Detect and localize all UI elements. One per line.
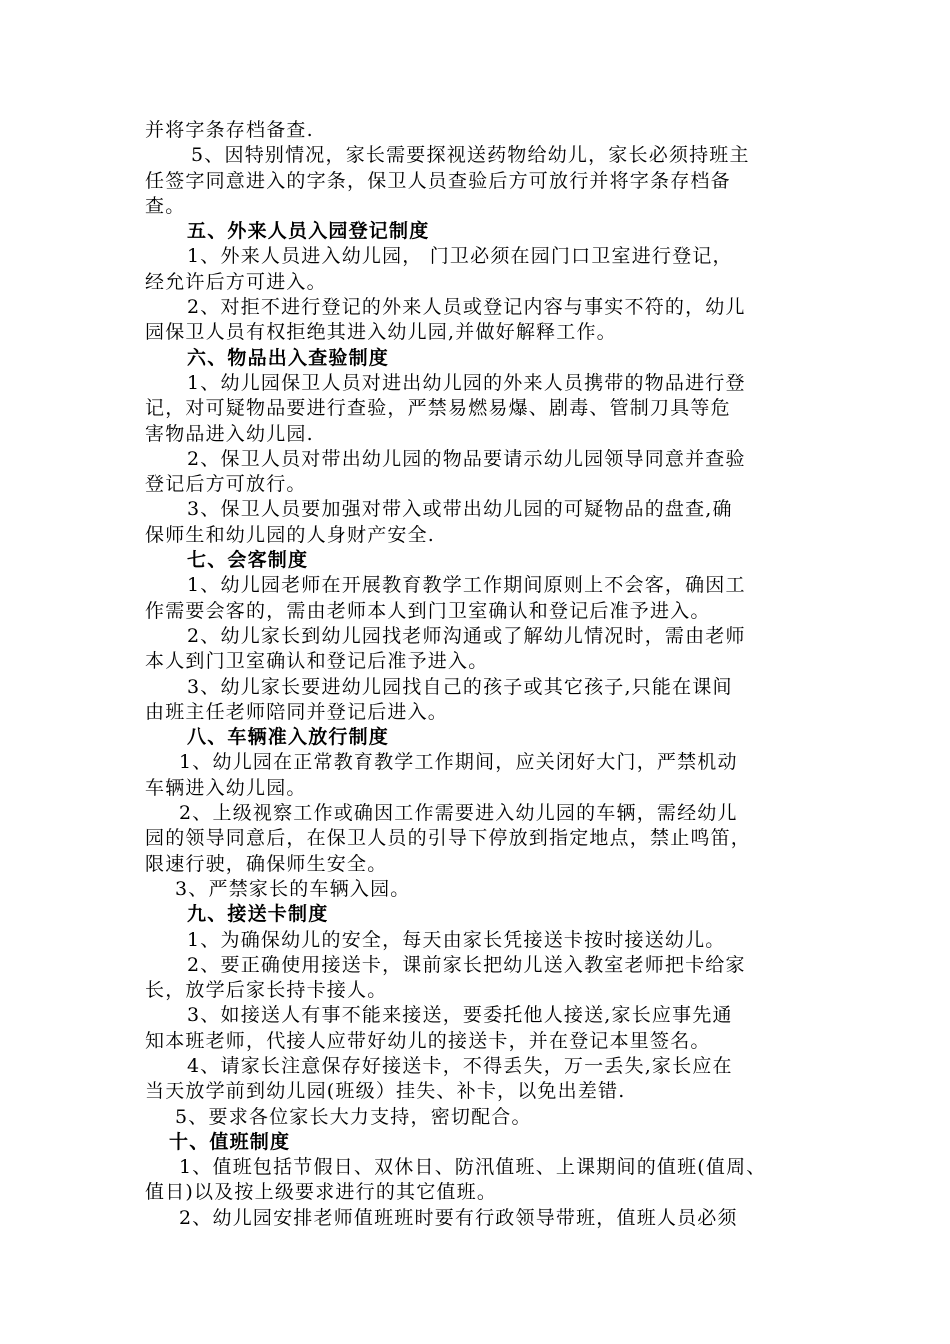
section-heading: 九、接送卡制度 xyxy=(187,903,329,926)
paragraph-line: 当天放学前到幼儿园(班级）挂失、补卡，以免出差错. xyxy=(145,1080,626,1103)
paragraph-line: 5、因特别情况，家长需要探视送药物给幼儿，家长必须持班主 xyxy=(191,144,750,167)
paragraph-line: 值日)以及按上级要求进行的其它值班。 xyxy=(145,1181,498,1204)
paragraph-line: 任签字同意进入的字条，保卫人员查验后方可放行并将字条存档备 xyxy=(145,169,731,192)
paragraph-line: 3、如接送人有事不能来接送，要委托他人接送,家长应事先通 xyxy=(187,1004,733,1027)
paragraph-line: 2、对拒不进行登记的外来人员或登记内容与事实不符的，幼儿 xyxy=(187,296,746,319)
paragraph-line: 1、值班包括节假日、双休日、防汛值班、上课期间的值班(值周、 xyxy=(179,1156,767,1179)
paragraph-line: 本人到门卫室确认和登记后准予进入。 xyxy=(145,650,489,673)
paragraph-line: 2、幼儿园安排老师值班班时要有行政领导带班，值班人员必须 xyxy=(179,1206,738,1229)
section-heading: 七、会客制度 xyxy=(187,549,309,572)
paragraph-line: 2、上级视察工作或确因工作需要进入幼儿园的车辆，需经幼儿 xyxy=(179,802,738,825)
paragraph-line: 保师生和幼儿园的人身财产安全. xyxy=(145,523,436,546)
paragraph-line: 3、幼儿家长要进幼儿园找自己的孩子或其它孩子,只能在课间 xyxy=(187,675,733,698)
paragraph-line: 作需要会客的，需由老师本人到门卫室确认和登记后准予进入。 xyxy=(145,599,711,622)
document-page xyxy=(145,118,817,1231)
paragraph-line: 长，放学后家长持卡接人。 xyxy=(145,979,388,1002)
paragraph-line: 由班主任老师陪同并登记后进入。 xyxy=(145,700,449,723)
paragraph-line: 4、请家长注意保存好接送卡，不得丢失，万一丢失,家长应在 xyxy=(187,1054,733,1077)
paragraph-line: 1、幼儿园在正常教育教学工作期间，应关闭好大门，严禁机动 xyxy=(179,751,738,774)
paragraph-line: 登记后方可放行。 xyxy=(145,473,307,496)
paragraph-line: 限速行驶，确保师生安全。 xyxy=(145,852,388,875)
section-heading: 十、值班制度 xyxy=(169,1130,291,1153)
paragraph-line: 3、保卫人员要加强对带入或带出幼儿园的可疑物品的盘查,确 xyxy=(187,498,733,521)
paragraph-line: 1、幼儿园老师在开展教育教学工作期间原则上不会客，确因工 xyxy=(187,574,746,597)
paragraph-line: 1、外来人员进入幼儿园， 门卫必须在园门口卫室进行登记， xyxy=(187,245,733,268)
section-heading: 八、车辆准入放行制度 xyxy=(187,726,390,749)
section-heading: 六、物品出入查验制度 xyxy=(187,346,390,369)
paragraph-line: 2、保卫人员对带出幼儿园的物品要请示幼儿园领导同意并查验 xyxy=(187,447,746,470)
paragraph-line: 2、幼儿家长到幼儿园找老师沟通或了解幼儿情况时，需由老师 xyxy=(187,624,746,647)
paragraph-line: 经允许后方可进入。 xyxy=(145,270,327,293)
paragraph-line: 园的领导同意后，在保卫人员的引导下停放到指定地点，禁止鸣笛， xyxy=(145,827,752,850)
section-heading: 五、外来人员入园登记制度 xyxy=(187,220,430,243)
paragraph-line: 并将字条存档备查. xyxy=(145,119,314,141)
paragraph-line: 1、幼儿园保卫人员对进出幼儿园的外来人员携带的物品进行登 xyxy=(187,371,746,394)
paragraph-line: 车辆进入幼儿园。 xyxy=(145,776,307,799)
paragraph-line: 3、严禁家长的车辆入园。 xyxy=(175,877,411,900)
paragraph-line: 知本班老师，代接人应带好幼儿的接送卡，并在登记本里签名。 xyxy=(145,1029,711,1052)
paragraph-line: 5、要求各位家长大力支持，密切配合。 xyxy=(175,1105,532,1128)
paragraph-line: 害物品进入幼儿园. xyxy=(145,422,314,445)
paragraph-line: 1、为确保幼儿的安全，每天由家长凭接送卡按时接送幼儿。 xyxy=(187,928,726,951)
paragraph-line: 记，对可疑物品要进行查验，严禁易燃易爆、剧毒、管制刀具等危 xyxy=(145,397,731,420)
paragraph-line: 查。 xyxy=(145,194,186,217)
paragraph-line: 园保卫人员有权拒绝其进入幼儿园,并做好解释工作。 xyxy=(145,321,617,344)
paragraph-line: 2、要正确使用接送卡，课前家长把幼儿送入教室老师把卡给家 xyxy=(187,953,746,976)
